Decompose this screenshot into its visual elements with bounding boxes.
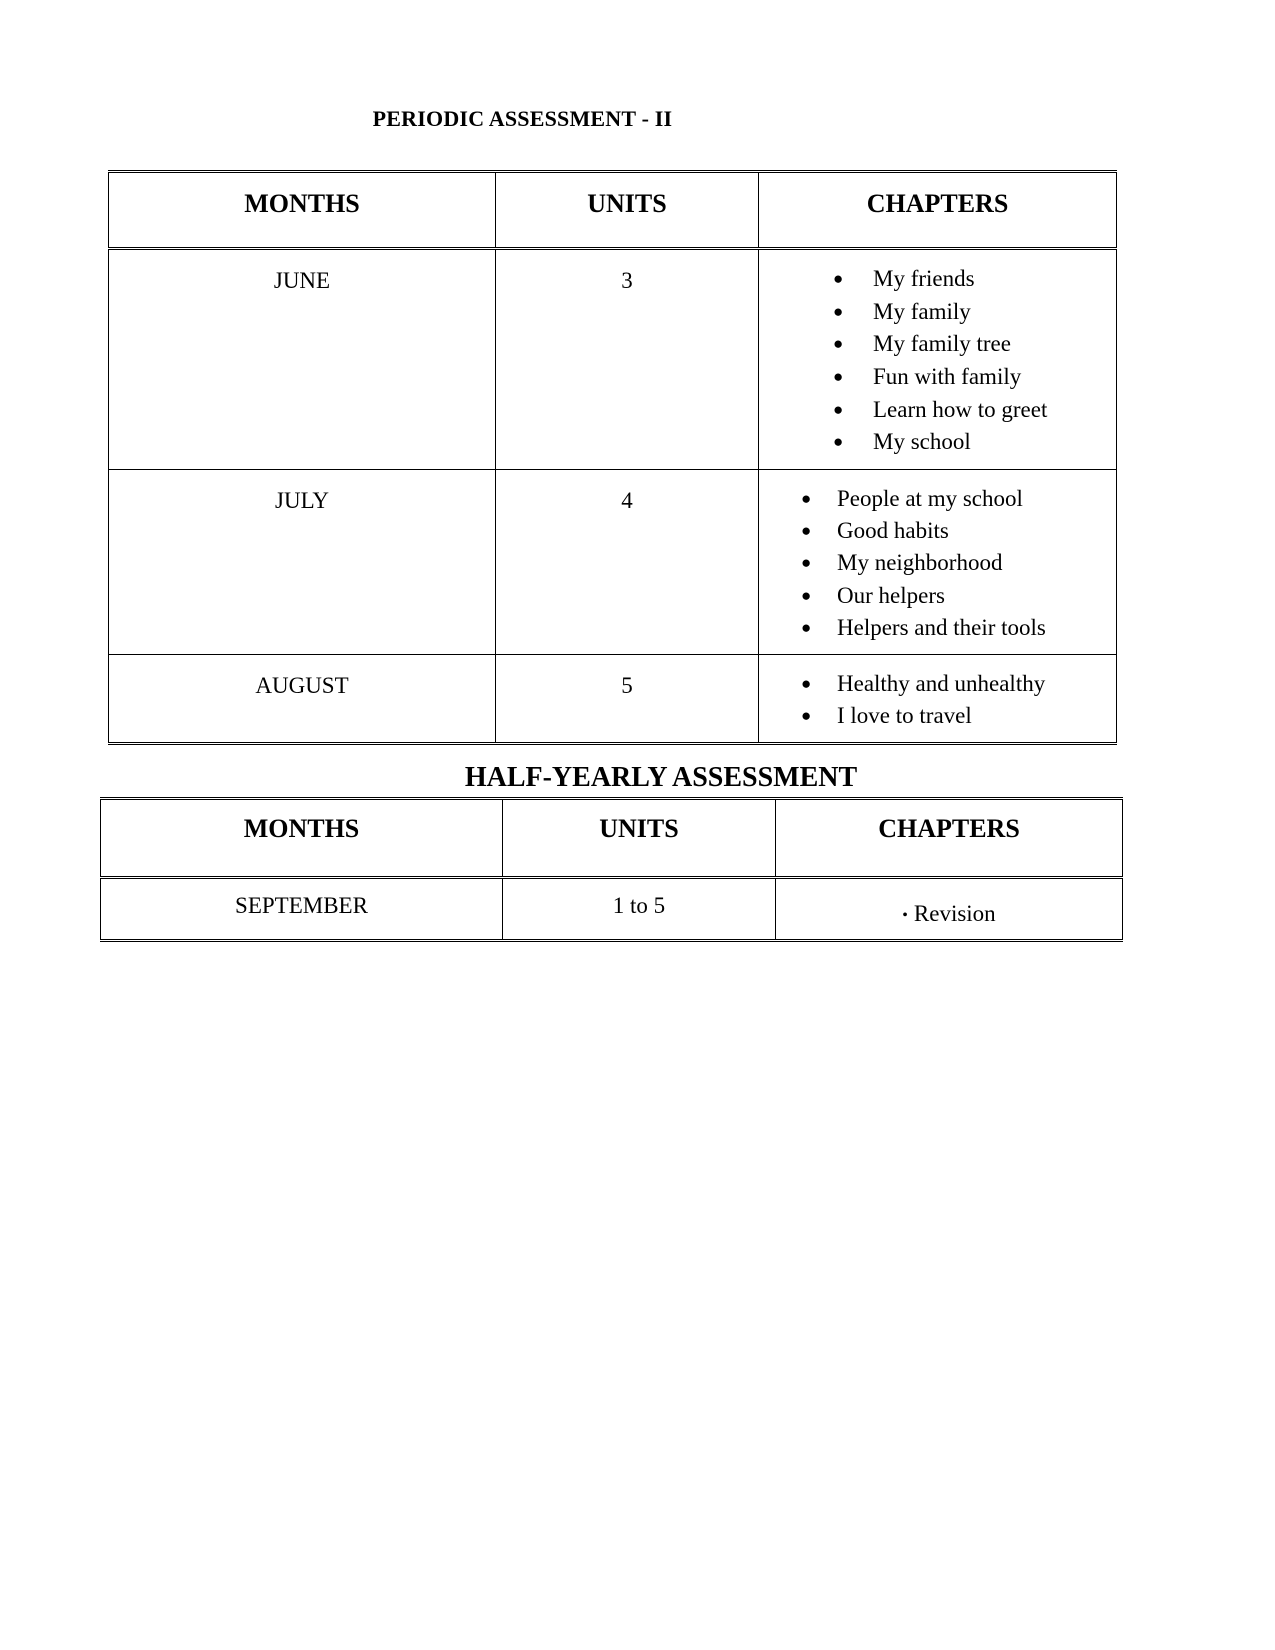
chapter-label: My friends — [873, 266, 975, 291]
list-item — [833, 296, 1116, 329]
table-row — [109, 249, 1117, 470]
chapter-label: Helpers and their tools — [837, 614, 1046, 640]
month-value: JUNE — [273, 268, 331, 293]
chapter-list — [759, 263, 1116, 459]
chapter-label: My school — [873, 429, 971, 455]
units-value: 3 — [621, 268, 633, 293]
half-yearly-assessment-title: HALF-YEARLY ASSESSMENT — [464, 762, 858, 793]
month-value: JULY — [275, 487, 329, 513]
bullet-icon: ● — [801, 553, 812, 573]
chapter-label: Revision — [913, 901, 996, 926]
list-item — [833, 394, 1116, 427]
chapter-label: Good habits — [837, 518, 949, 544]
chapter-label: My family tree — [873, 331, 1011, 357]
periodic-assessment-table-wrapper — [108, 170, 1116, 745]
units-value: 4 — [621, 487, 633, 513]
chapter-label: Our helpers — [837, 582, 945, 608]
column-header-units: UNITS — [599, 814, 679, 843]
list-item — [801, 700, 1116, 732]
bullet-icon: ● — [833, 432, 844, 452]
bullet-icon: ● — [801, 706, 812, 726]
chapter-list — [759, 668, 1116, 732]
chapter-label: People at my school — [837, 485, 1023, 511]
list-item — [801, 483, 1116, 515]
bullet-icon: ● — [801, 673, 812, 693]
bullet-icon: ● — [833, 301, 844, 321]
column-header-months: MONTHS — [243, 814, 360, 843]
month-value: SEPTEMBER — [235, 893, 368, 918]
column-header-units: UNITS — [587, 189, 667, 218]
list-item — [833, 263, 1116, 296]
bullet-icon: ● — [833, 269, 844, 288]
chapter-list — [759, 483, 1116, 644]
list-item — [801, 612, 1116, 644]
units-value: 1 to 5 — [612, 893, 666, 918]
chapter-label: I love to travel — [837, 703, 972, 729]
bullet-icon: ● — [801, 521, 812, 541]
list-item — [801, 547, 1116, 579]
table-row — [109, 469, 1117, 654]
chapter-label: Healthy and unhealthy — [837, 670, 1046, 696]
bullet-icon: ● — [833, 399, 844, 419]
units-value: 5 — [621, 672, 633, 698]
periodic-assessment-table — [108, 170, 1117, 745]
bullet-icon: ● — [833, 334, 844, 354]
list-item — [801, 580, 1116, 612]
column-header-chapters: CHAPTERS — [866, 189, 1009, 218]
list-item — [801, 515, 1116, 547]
chapter-label: Fun with family — [873, 363, 1022, 389]
chapters-cell — [759, 250, 1116, 469]
bullet-icon: ● — [833, 366, 844, 386]
chapter-label: My neighborhood — [837, 550, 1003, 576]
half-yearly-assessment-table — [100, 797, 1123, 942]
half-yearly-table-wrapper — [100, 797, 1122, 942]
list-item — [833, 361, 1116, 394]
bullet-icon: ● — [801, 585, 812, 605]
month-value: AUGUST — [255, 672, 349, 698]
column-header-chapters: CHAPTERS — [878, 814, 1020, 843]
bullet-icon: • — [902, 906, 908, 924]
list-item — [833, 426, 1116, 459]
chapter-label: Learn how to greet — [873, 396, 1048, 422]
chapter-label: My family — [873, 298, 971, 324]
bullet-icon: ● — [801, 488, 812, 508]
table-header-row — [109, 172, 1117, 249]
table-header-row — [101, 799, 1123, 878]
list-item — [833, 328, 1116, 361]
bullet-icon: ● — [801, 617, 812, 637]
table-row — [109, 654, 1117, 743]
table-row — [101, 878, 1123, 941]
periodic-assessment-title: PERIODIC ASSESSMENT - II — [372, 106, 673, 131]
column-header-months: MONTHS — [244, 189, 360, 218]
list-item — [801, 668, 1116, 700]
chapters-cell — [776, 879, 1122, 939]
chapters-cell — [759, 655, 1116, 742]
chapters-cell — [759, 470, 1116, 654]
